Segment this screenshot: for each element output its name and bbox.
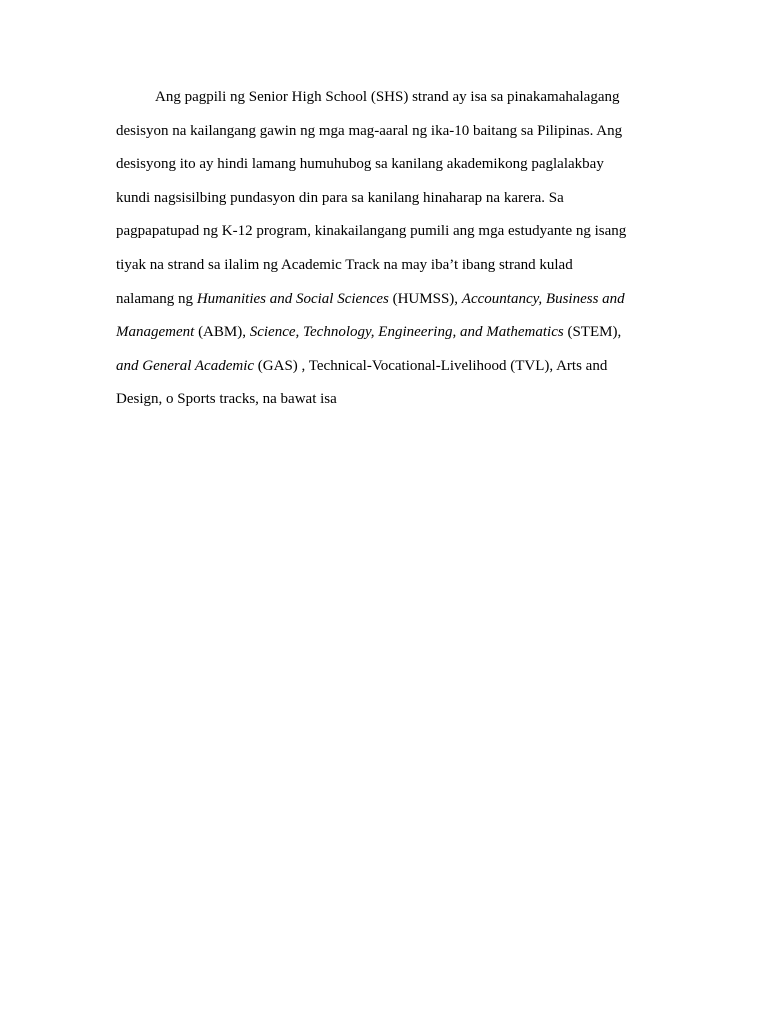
paragraph-line	[116, 84, 656, 118]
text-run: (HUMSS),	[388, 290, 462, 307]
italic-text-run: Management	[116, 324, 195, 341]
paragraph-line	[116, 252, 656, 286]
paragraph-line	[116, 286, 656, 320]
paragraph-line	[116, 118, 656, 152]
italic-text-run: and General Academic	[116, 357, 255, 374]
text-run: pagpapatupad ng K-12 program, kinakailangang pumili ang mga estudyante ng isang	[116, 223, 627, 240]
text-run: desisyong ito ay hindi lamang humuhubog sa kanilang akademikong paglalakbay	[116, 156, 604, 173]
paragraph-line	[116, 185, 656, 219]
text-run: (GAS) , Technical-Vocational-Livelihood (TVL), Arts and	[254, 357, 608, 374]
paragraph-line	[116, 319, 656, 353]
italic-text-run: Humanities and Social Sciences	[196, 290, 389, 307]
paragraph-line	[116, 151, 656, 185]
paragraph-line	[116, 218, 656, 252]
text-run: (STEM),	[563, 324, 622, 341]
text-run: (ABM),	[194, 324, 250, 341]
text-run: kundi nagsisilbing pundasyon din para sa kanilang hinaharap na karera. Sa	[116, 189, 564, 206]
paragraph-line	[116, 386, 656, 420]
text-run: Ang pagpili ng Senior High School (SHS) strand ay isa sa pinakamahalagang	[155, 89, 620, 105]
text-run: desisyon na kailangang gawin ng mga mag-aaral ng ika-10 baitang sa Pilipinas. Ang	[116, 122, 623, 139]
italic-text-run: Science, Technology, Engineering, and Mathematics	[249, 324, 564, 341]
italic-text-run: Accountancy, Business and	[461, 290, 625, 307]
text-run: Design, o Sports tracks, na bawat isa	[116, 391, 337, 408]
text-run: nalamang ng	[116, 290, 197, 307]
text-run: tiyak na strand sa ilalim ng Academic Track na may iba’t ibang strand kulad	[116, 256, 573, 273]
paragraph-line	[116, 353, 656, 387]
body-paragraph	[116, 84, 656, 420]
